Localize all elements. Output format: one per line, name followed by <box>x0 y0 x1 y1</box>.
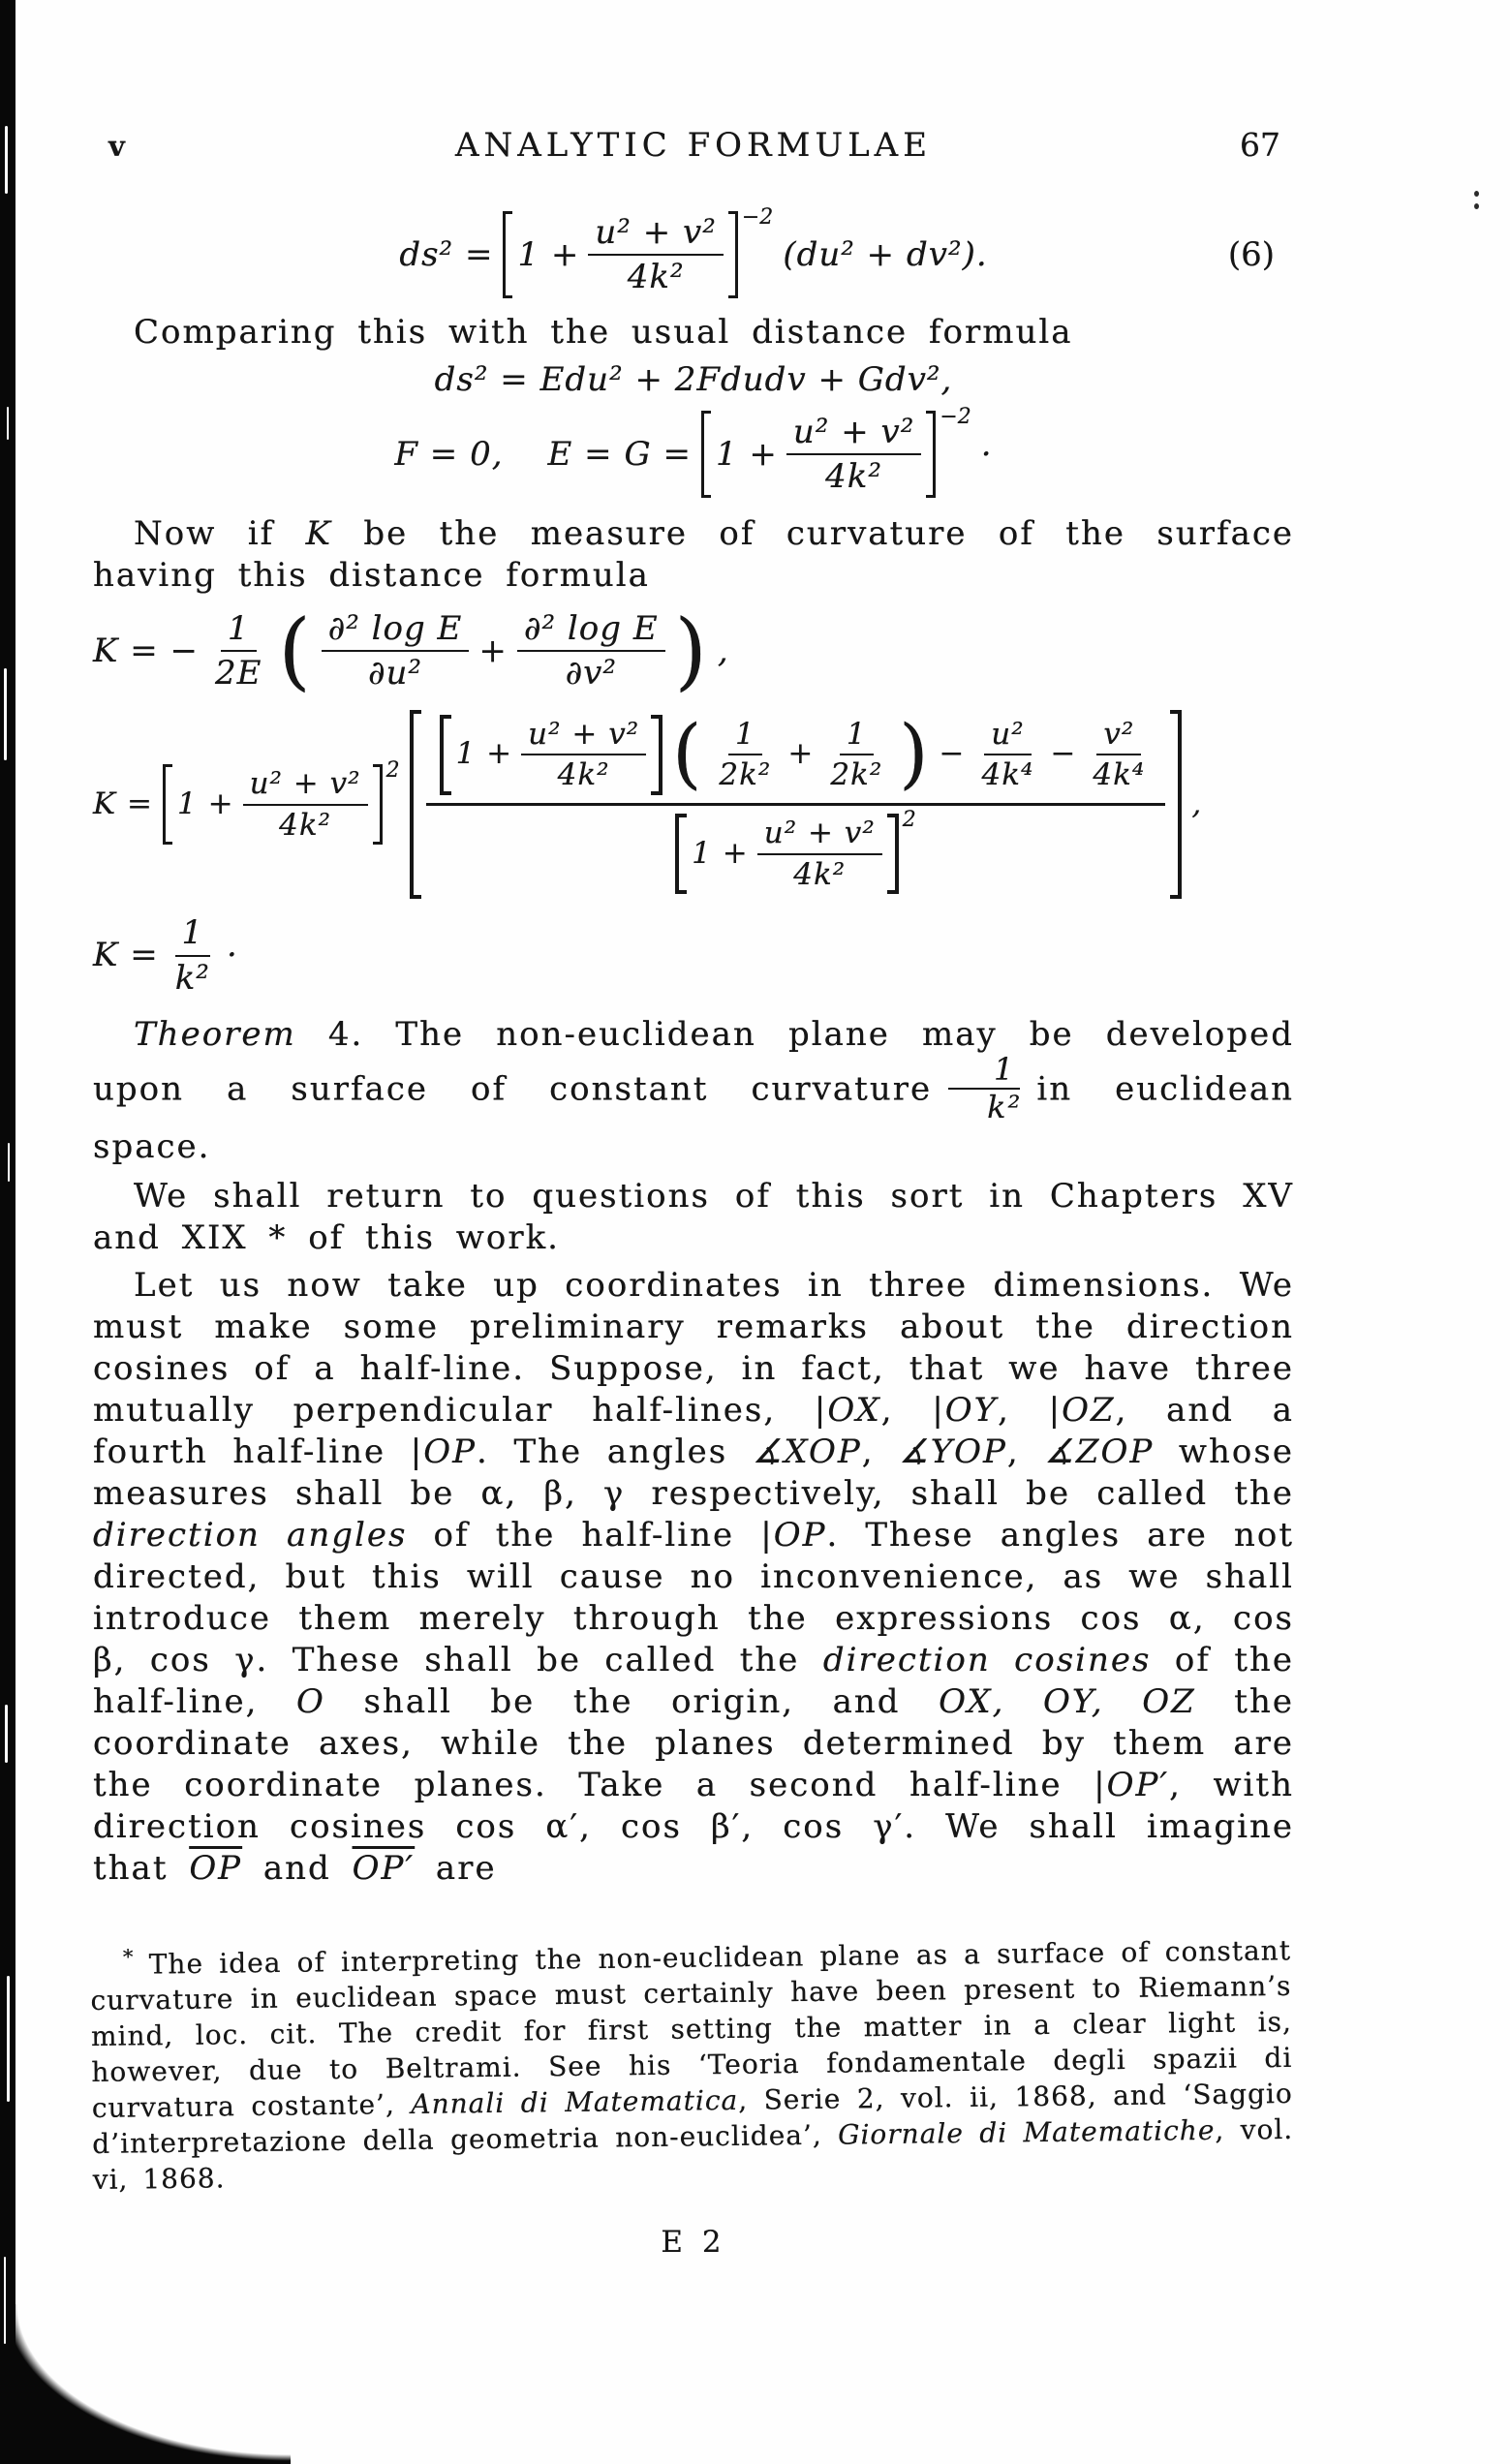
bracket-content <box>452 715 651 795</box>
text: , with direction cosines cos α′, cos β′, cos γ′. We shall imagine that <box>93 1765 1294 1888</box>
math-angle: ∡YOP <box>899 1432 1007 1471</box>
chapter-signature: v <box>108 130 125 163</box>
text: . These angles are not directed, but this will cause no inconvenience, as we shall introduce them merely through the expressions cos α, cos β, cos γ. These shall be called the <box>93 1515 1294 1679</box>
fraction <box>823 718 889 792</box>
exponent: 2 <box>902 808 916 832</box>
numerator: u² + v² <box>786 414 921 455</box>
text: , <box>861 1432 900 1471</box>
terminal-comma: , <box>717 631 729 670</box>
display-equation-curvature <box>93 601 1294 700</box>
text: , <box>880 1390 933 1430</box>
paragraph-coordinates <box>93 1265 1294 1890</box>
numerator: 1 <box>175 914 211 956</box>
denominator: k² <box>174 958 210 998</box>
right-bracket-glyph <box>728 211 738 298</box>
equation-body <box>93 914 238 996</box>
bracket-group <box>675 808 916 894</box>
scan-corner-shadow <box>0 2304 291 2464</box>
math-halfline: |OX <box>814 1390 881 1430</box>
signature-label: E 2 <box>661 2225 726 2261</box>
denominator: 4k² <box>557 757 610 793</box>
terminal-comma: , <box>1191 785 1203 821</box>
page-number: 67 <box>1240 126 1280 164</box>
exponent: 2 <box>385 757 400 783</box>
big-numerator <box>426 709 1166 806</box>
numerator: 1 <box>840 718 874 756</box>
page-header <box>93 126 1294 165</box>
denominator: 4k² <box>627 258 685 297</box>
journal-title: Giornale di Matematiche <box>837 2113 1216 2151</box>
right-bracket-glyph <box>373 764 383 845</box>
footnote <box>90 1925 1294 2198</box>
text: Let us now take up coordinates in three dimensions. We must make some preliminary remarks about the direction cosines of a half-line. Suppose, in fact, that we have three mutually perpendicular half-lines, <box>93 1265 1294 1430</box>
left-bracket-glyph <box>163 764 172 845</box>
eq-lhs: K = <box>93 785 153 821</box>
text: , vol. vi, 1868. <box>92 2112 1294 2197</box>
numerator: v² <box>1096 718 1141 756</box>
minus-sign: − <box>939 736 966 772</box>
math-segment-overline: $\overline{OP}$ <box>189 1848 243 1888</box>
left-bracket-glyph <box>701 411 711 498</box>
numerator: 1 <box>728 718 762 756</box>
math-var: K <box>305 514 332 554</box>
theorem-label: Theorem <box>134 1014 296 1054</box>
bracket-group <box>503 205 774 298</box>
denominator: 4k² <box>793 856 847 892</box>
math-var: O <box>296 1681 325 1721</box>
paragraph-now-if <box>93 513 1294 597</box>
minus-sign: − <box>1050 736 1077 772</box>
numerator: ∂² log E <box>322 610 470 652</box>
text: . The angles <box>477 1432 753 1471</box>
left-bracket-glyph <box>410 710 421 900</box>
denominator: 2k² <box>719 757 772 793</box>
right-bracket-glyph <box>887 814 899 894</box>
bracket-content <box>422 710 1170 900</box>
running-title: ANALYTIC FORMULAE <box>454 126 933 165</box>
left-bracket-glyph <box>440 715 451 795</box>
gutter-streak <box>4 668 7 760</box>
terminal-dot: · <box>226 935 238 974</box>
text: whose measures shall be α, β, γ respectively, shall be called the <box>93 1432 1294 1513</box>
scan-gutter-shadow <box>0 0 15 2464</box>
bracket-content <box>712 411 925 498</box>
text: of the half-line, <box>93 1640 1294 1721</box>
numerator: u² + v² <box>588 214 723 256</box>
term: 1 + <box>715 434 778 474</box>
text: , and a fourth half-line <box>93 1390 1294 1471</box>
numerator: u² + v² <box>757 816 882 855</box>
text: , <box>1006 1432 1045 1471</box>
equation-body <box>394 405 993 498</box>
equation-body <box>399 205 988 298</box>
fraction <box>521 718 646 792</box>
right-paren-glyph: ) <box>899 709 930 799</box>
plus-sign: + <box>787 736 815 772</box>
text: be the measure of curvature of the surface having this distance formula <box>93 514 1294 596</box>
left-bracket-glyph <box>675 814 687 894</box>
emphasis: direction angles <box>93 1515 408 1555</box>
equation-body <box>93 601 729 700</box>
gutter-streak <box>8 1143 10 1182</box>
eq-lhs: K = − <box>93 631 199 670</box>
right-paren-glyph: ) <box>674 601 708 700</box>
left-paren-glyph: ( <box>278 601 312 700</box>
equation-body <box>435 361 953 399</box>
fraction <box>243 767 368 842</box>
footnote-marker: * <box>122 1945 134 1969</box>
term: 1 + <box>177 785 234 821</box>
fraction <box>975 718 1041 792</box>
text: are <box>415 1848 497 1888</box>
page-content <box>90 0 1294 2261</box>
outer-bracket-group <box>410 710 1183 900</box>
math-angle: ∡XOP <box>752 1432 862 1471</box>
fraction <box>517 610 665 692</box>
denominator: 2k² <box>830 757 883 793</box>
paragraph-comparing: Comparing this with the usual distance formula <box>134 313 1073 353</box>
term: 1 + <box>517 234 580 274</box>
right-bracket-glyph <box>651 715 663 795</box>
text: in euclidean space. <box>93 1069 1294 1166</box>
paragraph-return: We shall return to questions of this sort in Chapters XV and XIX * of this work. <box>93 1176 1294 1257</box>
gutter-streak <box>7 407 9 440</box>
bracket-group <box>163 757 400 845</box>
numerator: 1 <box>221 610 257 652</box>
numerator: ∂² log E <box>517 610 665 652</box>
text: , Serie 2, vol. ii, 1868, and ‘Saggio d’interpretazione della geometria non-euclidea’, <box>92 2077 1293 2161</box>
gutter-streak <box>7 1976 10 2102</box>
denominator: 2E <box>215 654 262 693</box>
bracket-content <box>513 211 726 298</box>
text: Now if <box>134 514 306 554</box>
eq-lhs: ds² = <box>399 234 494 274</box>
display-equation-metric <box>93 361 1294 399</box>
big-fraction <box>426 709 1166 897</box>
denominator: k² <box>987 1089 1023 1126</box>
text: , <box>998 1390 1049 1430</box>
gutter-streak <box>5 1705 8 1763</box>
text: shall be the origin, and <box>324 1681 940 1721</box>
math-halfline: |OZ <box>1048 1390 1116 1430</box>
text: and <box>242 1848 353 1888</box>
plus-sign: + <box>478 631 508 670</box>
gutter-streak <box>5 126 8 194</box>
math-var: OX, OY, OZ <box>939 1681 1196 1721</box>
exponent: −2 <box>940 405 971 430</box>
math-halfline: |OP <box>760 1515 827 1555</box>
denominator: 4k² <box>279 807 332 843</box>
denominator: 4k⁴ <box>1093 757 1146 793</box>
signature-footer <box>93 2225 1294 2260</box>
denominator: ∂u² <box>367 654 423 693</box>
numerator: u² + v² <box>243 767 368 806</box>
denominator: 4k⁴ <box>981 757 1034 793</box>
fraction <box>322 610 470 692</box>
eq-lhs: K = <box>93 935 159 974</box>
right-bracket-glyph <box>1170 710 1182 900</box>
eq-rhs: (du² + dv²). <box>783 234 988 274</box>
text: The non-euclidean plane may be developed upon a surface of constant curvature <box>93 1014 1294 1109</box>
terminal-dot: · <box>980 434 993 474</box>
numerator: u² <box>984 718 1031 756</box>
equation-number: (6) <box>1227 235 1275 275</box>
numerator: 1 <box>948 1054 1020 1091</box>
bracket-content <box>688 814 886 894</box>
emphasis: direction cosines <box>822 1640 1152 1679</box>
bracket-group <box>701 405 971 498</box>
math-halfline: |OY <box>932 1390 999 1430</box>
fraction <box>786 414 921 495</box>
equation-body <box>93 710 1202 900</box>
math-segment-overline: OP′ <box>352 1848 416 1888</box>
term: E = G = <box>547 434 692 474</box>
fraction <box>169 914 217 996</box>
fraction <box>757 816 882 891</box>
denominator: 4k² <box>825 457 883 497</box>
right-bracket-glyph <box>926 411 936 498</box>
bracket-content <box>173 764 372 845</box>
left-bracket-glyph <box>503 211 512 298</box>
paragraph-theorem-4 <box>93 1014 1294 1168</box>
term: 1 + <box>455 736 513 772</box>
math-halfline: |OP <box>410 1432 477 1471</box>
denominator: ∂v² <box>565 654 617 693</box>
text: The idea of interpreting the non-euclidean plane as a surface of constant curvature in euclidean space must certainly have been present to Riemann’s mind, loc. cit. The credit for first setting the matter in a clear light is, however, due to Beltrami. See his ‘Teoria fondamentale degli spazii di curvatura costante’, <box>90 1933 1293 2125</box>
big-denominator <box>662 806 930 896</box>
display-equation-curvature-expanded <box>93 710 1294 900</box>
term: 1 + <box>692 835 749 871</box>
fraction <box>712 718 778 792</box>
exponent: −2 <box>741 205 774 230</box>
math-angle: ∡ZOP <box>1044 1432 1155 1471</box>
text: the coordinate axes, while the planes determined by them are the coordinate planes. Take a second half-line <box>93 1681 1294 1804</box>
numerator: u² + v² <box>521 718 646 756</box>
bracket-group <box>440 715 663 795</box>
text: of the half-line <box>407 1515 761 1555</box>
journal-title: Annali di Matematica <box>411 2083 739 2121</box>
ink-speck <box>1474 191 1479 197</box>
term: ds² = Edu² + 2Fdudv + Gdv², <box>434 360 953 400</box>
gutter-streak <box>4 2257 6 2344</box>
display-equation-6 <box>93 205 1294 298</box>
fraction <box>1086 718 1152 792</box>
term: F = 0, <box>394 434 504 474</box>
display-equation-feg <box>93 405 1294 498</box>
fraction <box>588 214 723 295</box>
left-paren-glyph: ( <box>672 709 703 799</box>
inline-fraction <box>941 1050 1027 1126</box>
theorem-number: 4. <box>295 1014 364 1054</box>
display-equation-k-value <box>93 914 1294 996</box>
math-halfline: |OP′ <box>1094 1765 1170 1804</box>
fraction <box>208 610 268 692</box>
